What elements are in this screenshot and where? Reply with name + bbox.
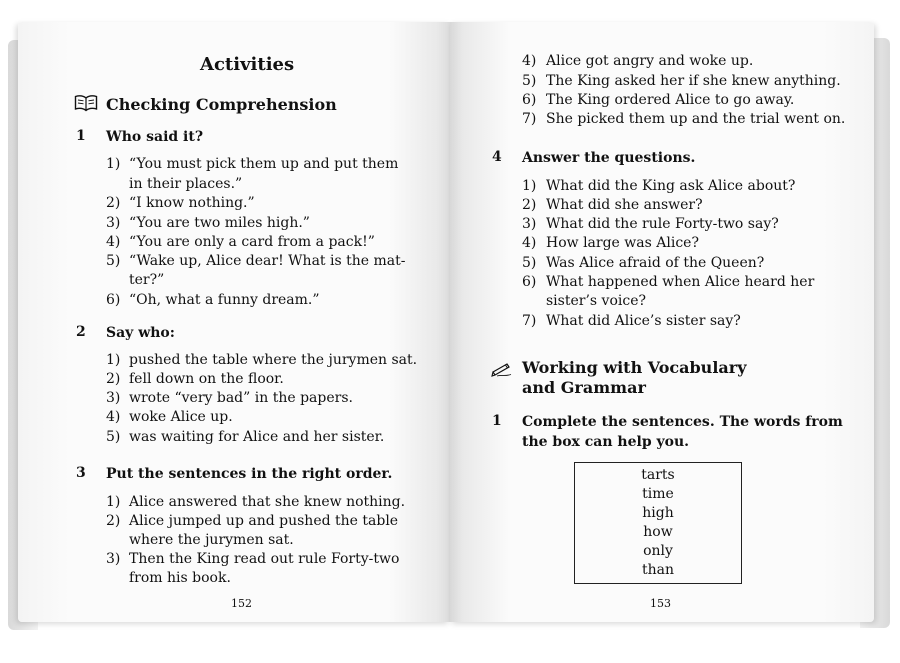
item-number: 2): [522, 197, 537, 213]
item-number: 1): [106, 156, 121, 172]
item-text: The King asked her if she knew anything.: [546, 73, 841, 89]
item-number: 5): [522, 255, 537, 271]
item-text: Then the King read out rule Forty-two: [129, 551, 400, 567]
exercise-instruction: Say who:: [106, 325, 175, 341]
item-text: Alice jumped up and pushed the table: [129, 513, 399, 529]
exercise-instruction: Answer the questions.: [522, 150, 696, 166]
item-number: 1): [522, 178, 537, 194]
item-number: 3): [106, 215, 121, 231]
exercise-instruction: Who said it?: [106, 129, 204, 145]
exercise-instruction: Complete the sentences. The words from: [522, 414, 843, 430]
exercise-number: 1: [492, 413, 502, 429]
exercise-number: 3: [76, 465, 86, 481]
exercise-number: 2: [76, 324, 86, 340]
item-text: She picked them up and the trial went on.: [546, 111, 846, 127]
item-text: was waiting for Alice and her sister.: [129, 429, 385, 445]
item-text: How large was Alice?: [546, 235, 699, 251]
item-text: woke Alice up.: [129, 409, 233, 425]
item-number: 6): [522, 92, 537, 108]
item-number: 6): [522, 274, 537, 290]
item-text: “Wake up, Alice dear! What is the mat-: [129, 253, 406, 269]
item-text: sister’s voice?: [546, 293, 646, 309]
item-number: 3): [522, 216, 537, 232]
item-text: What did the King ask Alice about?: [546, 178, 796, 194]
item-number: 4): [522, 53, 537, 69]
item-text: Was Alice afraid of the Queen?: [546, 255, 765, 271]
word-box-item: only: [643, 543, 673, 559]
item-number: 3): [106, 551, 121, 567]
item-number: 2): [106, 513, 121, 529]
item-text: fell down on the floor.: [129, 371, 284, 387]
item-text: “You are two miles high.”: [129, 215, 310, 231]
item-text: What happened when Alice heard her: [546, 274, 815, 290]
word-box: [574, 462, 742, 584]
item-text: What did the rule Forty-two say?: [546, 216, 779, 232]
item-text: Alice got angry and woke up.: [546, 53, 754, 69]
item-text: Alice answered that she knew nothing.: [129, 494, 406, 510]
item-number: 5): [106, 429, 121, 445]
item-text: “Oh, what a funny dream.”: [129, 292, 320, 308]
item-number: 5): [522, 73, 537, 89]
item-text: “You must pick them up and put them: [129, 156, 399, 172]
exercise-number: 1: [76, 128, 86, 144]
item-text: “You are only a card from a pack!”: [129, 234, 375, 250]
item-text: where the jurymen sat.: [129, 532, 294, 548]
item-number: 2): [106, 371, 121, 387]
page-number: 152: [231, 597, 252, 610]
item-number: 1): [106, 494, 121, 510]
word-box-item: tarts: [641, 467, 675, 483]
book-icon: [74, 94, 98, 112]
item-text: What did she answer?: [546, 197, 703, 213]
item-number: 7): [522, 111, 537, 127]
word-box-item: high: [642, 505, 674, 521]
item-text: What did Alice’s sister say?: [546, 313, 741, 329]
section-heading: Working with Vocabulary: [522, 358, 747, 377]
item-number: 7): [522, 313, 537, 329]
exercise-number: 4: [492, 149, 502, 165]
item-number: 1): [106, 352, 121, 368]
item-text: “I know nothing.”: [129, 195, 255, 211]
item-number: 4): [106, 409, 121, 425]
item-number: 2): [106, 195, 121, 211]
word-box-item: time: [642, 486, 674, 502]
item-number: 3): [106, 390, 121, 406]
page-title: Activities: [200, 54, 295, 75]
page-number: 153: [650, 597, 671, 610]
item-number: 4): [106, 234, 121, 250]
item-text: pushed the table where the jurymen sat.: [129, 352, 418, 368]
word-box-item: how: [643, 524, 673, 540]
section-heading: Checking Comprehension: [106, 95, 337, 114]
item-number: 4): [522, 235, 537, 251]
item-text: in their places.”: [129, 176, 243, 192]
item-number: 6): [106, 292, 121, 308]
word-box-item: than: [641, 562, 674, 578]
item-number: 5): [106, 253, 121, 269]
exercise-instruction: Put the sentences in the right order.: [106, 466, 393, 482]
exercise-instruction: the box can help you.: [522, 434, 690, 450]
item-text: from his book.: [129, 570, 231, 586]
item-text: ter?”: [129, 272, 165, 288]
item-text: wrote “very bad” in the papers.: [129, 390, 353, 406]
pencil-icon: [490, 359, 514, 377]
item-text: The King ordered Alice to go away.: [546, 92, 795, 108]
section-heading: and Grammar: [522, 378, 646, 397]
